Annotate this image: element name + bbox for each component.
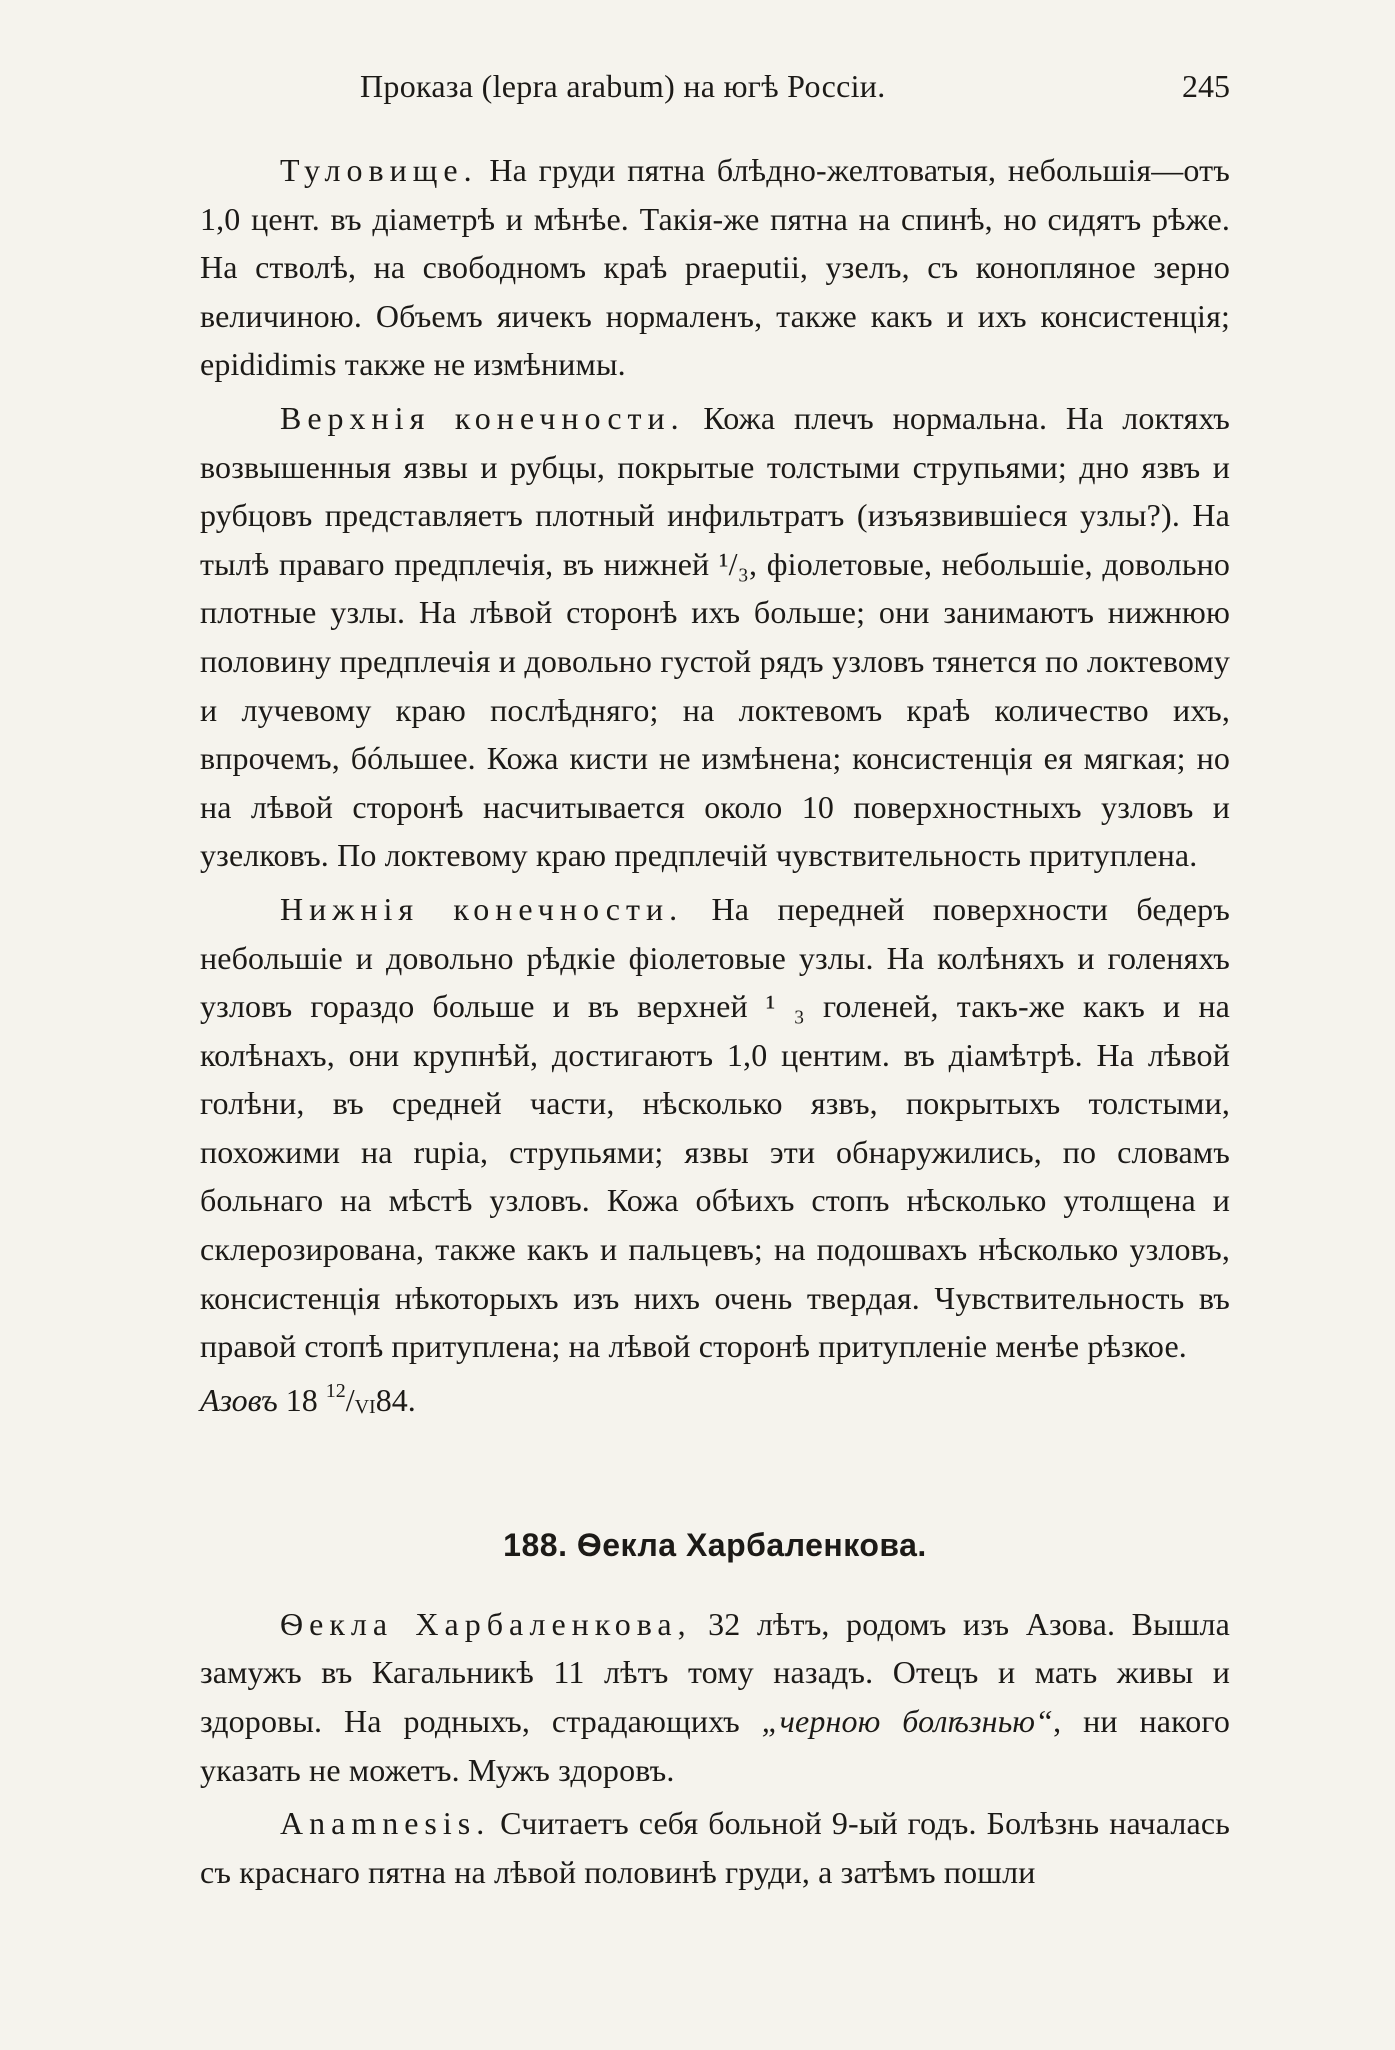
signature-month: VI bbox=[354, 1395, 376, 1418]
signature-year: 84. bbox=[375, 1381, 416, 1418]
paragraph-lead: Туловище. bbox=[280, 152, 478, 188]
place-date-signature: Азовъ 18 $^{12}$/VI84. bbox=[200, 1379, 416, 1418]
paragraph-lead: Нижнія конечности. bbox=[280, 890, 684, 927]
paragraph-quote: „черною болѣзнью“ bbox=[761, 1703, 1054, 1740]
paragraph-lower-limbs bbox=[200, 885, 1230, 1371]
paragraph-case-intro bbox=[200, 1600, 1230, 1794]
signature-place: Азовъ bbox=[200, 1381, 278, 1418]
paragraph-torso bbox=[200, 146, 1230, 389]
paragraph-tail: , ни накого указать не можетъ. Мужъ здоровъ. bbox=[200, 1703, 1230, 1788]
body-text bbox=[200, 146, 1230, 1901]
paragraph-lead: Ѳекла Харбаленкова, bbox=[280, 1605, 692, 1642]
paragraph-text: На груди пятна блѣдно-желтоватыя, небольшія—отъ 1,0 цент. въ діаметрѣ и мѣнѣе. Такія-же пятна на спинѣ, но сидятъ рѣже. На стволѣ, на свободномъ краѣ praeputii, узелъ, съ конопляное зерно величиною. Объемъ яичекъ нормаленъ, также какъ и ихъ консистенція; epididimis также не измѣнимы. bbox=[200, 152, 1230, 383]
running-header bbox=[200, 64, 1230, 114]
paragraph-text: Кожа плечъ нормальна. На локтяхъ возвышенныя язвы и рубцы, покрытые толстыми струпьями; дно язвъ и рубцовъ представляетъ плотный инфильтратъ (изъязвившіеся узлы?). На тылѣ праваго предплечія, въ нижней ¹/₃, фіолетовые, небольшіе, довольно плотные узлы. На лѣвой сторонѣ ихъ больше; они занимаютъ нижнюю половину предплечія и довольно густой рядъ узловъ тянется по локтевому и лучевому краю послѣдняго; на локтевомъ краѣ количество ихъ, впрочемъ, бóльшее. Кожа кисти не измѣнена; консистенція ея мягкая; но на лѣвой сторонѣ насчитывается около 10 поверхностныхъ узловъ и узелковъ. По локтевому краю предплечій чувствительность притуплена. bbox=[200, 399, 1231, 874]
case-heading: 188. Ѳекла Харбаленкова. bbox=[503, 1526, 927, 1563]
signature-sup: 12 bbox=[325, 1379, 346, 1402]
signature-day: 18 bbox=[285, 1381, 318, 1418]
paragraph-lead: Верхнія конечности. bbox=[280, 399, 685, 436]
paragraph-upper-limbs bbox=[200, 394, 1230, 880]
page-number: 245 bbox=[1182, 68, 1230, 104]
paragraph-text: 32 лѣтъ, родомъ изъ Азова. Вышла замужъ въ Кагальникѣ 11 лѣтъ тому назадъ. Отецъ и мать живы и здоровы. На родныхъ, страдающихъ bbox=[200, 1605, 1231, 1740]
paragraph-text: Считаетъ себя больной 9-ый годъ. Болѣзнь началась съ краснаго пятна на лѣвой половинѣ груди, а затѣмъ пошли bbox=[200, 1805, 1230, 1890]
paragraph-anamnesis bbox=[200, 1799, 1230, 1896]
running-title: Проказа (lepra arabum) на югѣ Россіи. bbox=[360, 68, 886, 104]
paragraph-lead: Anamnesis. bbox=[280, 1805, 491, 1842]
paragraph-text: На передней поверхности бедеръ небольшіе и довольно рѣдкіе фіолетовые узлы. На колѣняхъ и голеняхъ узловъ гораздо больше и въ верхней ¹ ₃ голеней, такъ-же какъ и на колѣнахъ, они крупнѣй, достигаютъ 1,0 центим. въ діамѣтрѣ. На лѣвой голѣни, въ средней части, нѣсколько язвъ, покрытыхъ толстыми, похожими на rupia, струпьями; язвы эти обнаружились, по словамъ больнаго на мѣстѣ узловъ. Кожа обѣихъ стопъ нѣсколько утолщена и склерозирована, также какъ и пальцевъ; на подошвахъ нѣсколько узловъ, консистенція нѣкоторыхъ изъ нихъ очень твердая. Чувствительность въ правой стопѣ притуплена; на лѣвой сторонѣ притупленіе менѣе рѣзкое. bbox=[200, 890, 1230, 1365]
